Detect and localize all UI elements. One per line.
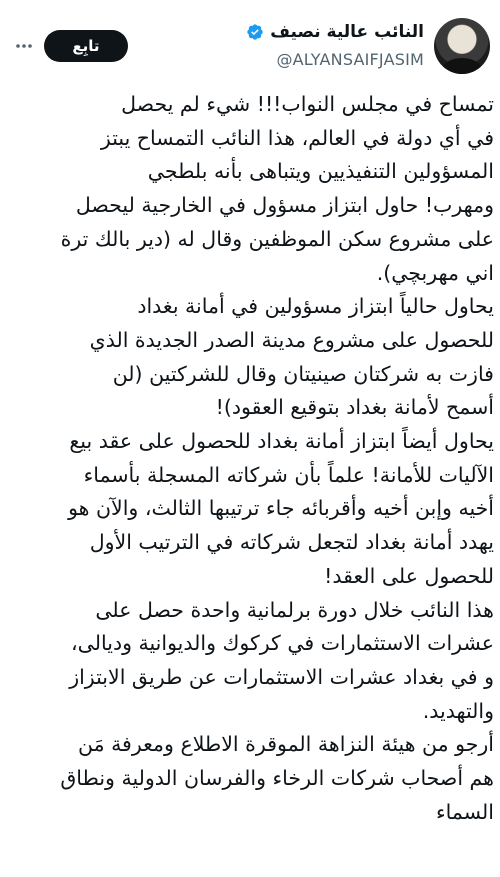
tweet-line: هم أصحاب شركات الرخاء والفرسان الدولية ونطاق bbox=[60, 766, 494, 791]
author-display-name[interactable]: النائب عالية نصيف bbox=[270, 22, 424, 42]
tweet-line: يحاول أيضاً ابتزاز أمانة بغداد للحصول على عقد بيع bbox=[69, 429, 494, 454]
tweet-line: أرجو من هيئة النزاهة الموقرة الاطلاع ومعرفة مَن bbox=[77, 732, 494, 757]
verified-badge-icon bbox=[246, 23, 264, 41]
tweet-line: فازت به شركتان صينيتان وقال للشركتين (لن bbox=[112, 361, 494, 386]
avatar[interactable] bbox=[434, 18, 490, 74]
tweet-line: يحاول حالياً ابتزاز مسؤولين في أمانة بغداد bbox=[137, 294, 494, 319]
avatar-figure bbox=[442, 58, 482, 74]
tweet-line: و في بغداد عشرات الاستثمارات عن طريق الابتزاز bbox=[69, 664, 494, 689]
tweet-line: يهدد أمانة بغداد لتجعل شركاته في الترتيب الأول bbox=[89, 530, 494, 555]
more-horizontal-icon[interactable] bbox=[14, 36, 34, 56]
tweet-line: أسمح لأمانة بغداد بتوقيع العقود)! bbox=[215, 395, 494, 420]
tweet-line: السماء bbox=[436, 799, 494, 824]
author-name-row bbox=[246, 22, 424, 42]
tweet-line: الآليات للأمانة! علماً بأن شركاته المسجلة بأسماء bbox=[83, 462, 494, 487]
tweet-line: في أي دولة في العالم، هذا النائب التمساح يبتز bbox=[100, 125, 494, 150]
tweet-line: أخيه وإبن أخيه وأقربائه جاء ترتيبها الثالث، والآن هو bbox=[68, 496, 494, 521]
author-handle[interactable]: @ALYANSAIFJASIM bbox=[276, 50, 424, 69]
tweet-header bbox=[0, 0, 500, 86]
tweet-line: للحصول على مشروع مدينة الصدر الجديدة الذي bbox=[89, 327, 494, 352]
tweet-line: والتهديد. bbox=[422, 698, 494, 723]
tweet-line: على مشروع سكن الموظفين وقال له (دير بالك ترة bbox=[60, 226, 494, 251]
follow-button[interactable]: تابِع bbox=[44, 30, 128, 62]
tweet-line: اني مهربچي). bbox=[376, 260, 494, 285]
tweet-line: هذا النائب خلال دورة برلمانية واحدة حصل على bbox=[95, 597, 494, 622]
tweet-line: للحصول على العقد! bbox=[324, 563, 494, 588]
tweet-line: المسؤولين التنفيذيين ويتباهى بأنه بلطجي bbox=[147, 159, 494, 184]
tweet-line: تمساح في مجلس النواب!!! شيء لم يحصل bbox=[121, 92, 494, 116]
tweet-text bbox=[6, 88, 494, 877]
tweet-line: عشرات الاستثمارات في كركوك والديوانية وديالى، bbox=[71, 631, 494, 656]
tweet-line: ومهرب! حاول ابتزاز مسؤول في الخارجية ليحصل bbox=[75, 193, 494, 218]
